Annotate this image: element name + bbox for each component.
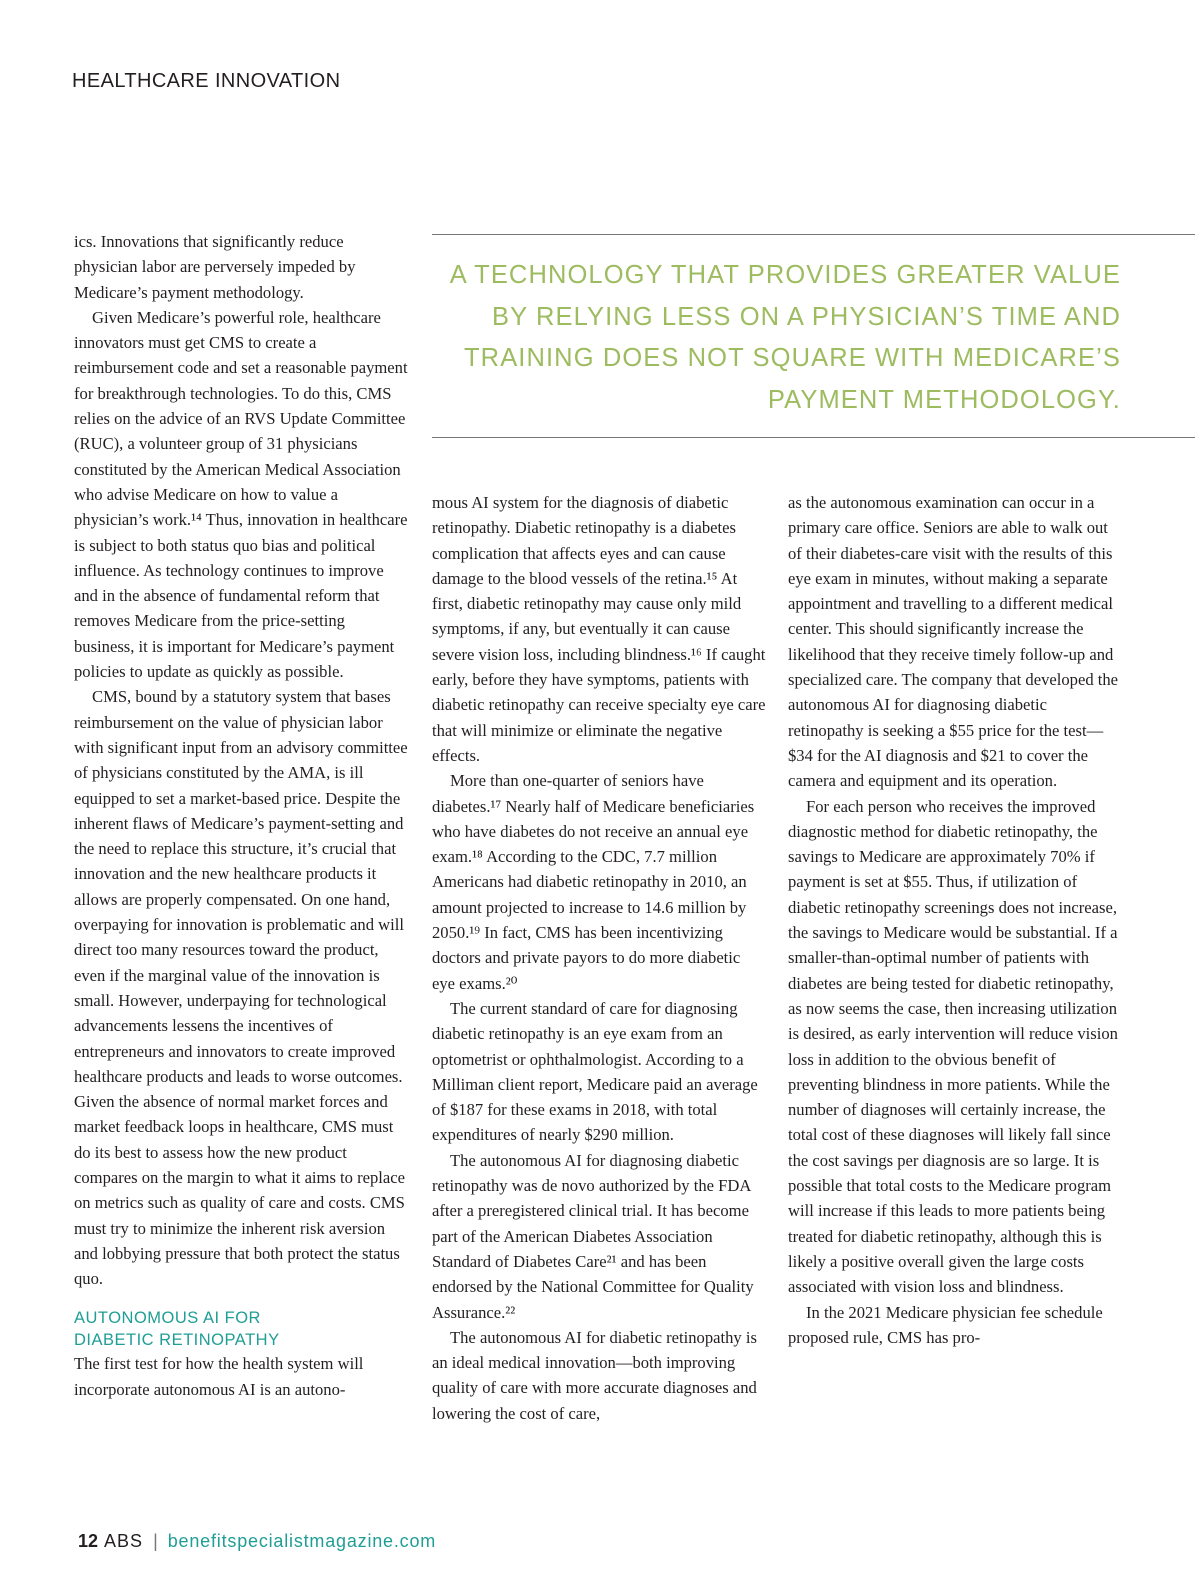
paragraph: Given Medicare’s powerful role, healthcare innovators must get CMS to create a reimbursement code and set a reasonable payment for breakthrough technologies. To do this, CMS relies on the advice of an RVS Update Committee (RUC), a volunteer group of 31 physicians constituted by the American Medical Association who advise Medicare on how to value a physician’s work.¹⁴ Thus, innovation in healthcare is subject to both status quo bias and political influence. As technology continues to improve and in the absence of fundamental reform that removes Medicare from the price-setting business, it is important for Medicare’s payment policies to update as quickly as possible. bbox=[74, 307, 408, 682]
paragraph: mous AI system for the diagnosis of diabetic retinopathy. Diabetic retinopathy is a diabetes complication that affects eyes and can cause damage to the blood vessels of the retina.¹⁵ At first, diabetic retinopathy may cause only mild symptoms, if any, but eventually it can cause severe vision loss, including blindness.¹⁶ If caught early, before they have symptoms, patients with diabetic retinopathy can receive specialty eye care that will minimize or eliminate the negative effects. bbox=[432, 493, 766, 765]
publication-name: ABS bbox=[104, 1531, 144, 1551]
subhead-line: AUTONOMOUS AI FOR bbox=[74, 1309, 261, 1328]
pull-quote-text: A TECHNOLOGY THAT PROVIDES GREATER VALUE BY RELYING LESS ON A PHYSICIAN’S TIME AND TRAINING DOES NOT SQUARE WITH MEDICARE’S PAYMENT METHODOLOGY. bbox=[449, 261, 1121, 414]
paragraph: The first test for how the health system will incorporate autonomous AI is an autono- bbox=[74, 1354, 364, 1399]
paragraph: In the 2021 Medicare physician fee schedule proposed rule, CMS has pro- bbox=[788, 1302, 1103, 1347]
article-column-2 bbox=[432, 490, 766, 1426]
footer-separator: | bbox=[153, 1531, 158, 1551]
page-footer bbox=[78, 1531, 436, 1552]
paragraph: The current standard of care for diagnosing diabetic retinopathy is an eye exam from an optometrist or ophthalmologist. According to a Milliman client report, Medicare paid an average of $187 for these exams in 2018, with total expenditures of nearly $290 million. bbox=[432, 998, 758, 1145]
article-column-3 bbox=[788, 490, 1122, 1350]
paragraph: CMS, bound by a statutory system that bases reimbursement on the value of physician labor with significant input from an advisory committee of physicians constituted by the AMA, is ill equipped to set a market-based price. Despite the inherent flaws of Medicare’s payment-setting and the need to replace this structure, it’s crucial that innovation and the new healthcare products it allows are properly compensated. On one hand, overpaying for innovation is problematic and will direct too many resources toward the product, even if the marginal value of the innovation is small. However, underpaying for technological advancements lessens the incentives of entrepreneurs and innovators to create improved healthcare products and leads to worse outcomes. Given the absence of normal market forces and market feedback loops in healthcare, CMS must do its best to assess how the new product compares on the margin to what it aims to replace on metrics such as quality of care and costs. CMS must try to minimize the inherent risk aversion and lobbying pressure that both protect the status quo. bbox=[74, 687, 408, 1289]
paragraph: The autonomous AI for diabetic retinopathy is an ideal medical innovation—both improving quality of care with more accurate diagnoses and lowering the cost of care, bbox=[432, 1327, 757, 1423]
article-column-1 bbox=[74, 229, 408, 1402]
paragraph: More than one-quarter of seniors have diabetes.¹⁷ Nearly half of Medicare beneficiaries who have diabetes do not receive an annual eye exam.¹⁸ According to the CDC, 7.7 million Americans had diabetic retinopathy in 2010, an amount projected to increase to 14.6 million by 2050.¹⁹ In fact, CMS has been incentivizing doctors and private payors to do more diabetic eye exams.²⁰ bbox=[432, 771, 755, 993]
section-subhead bbox=[74, 1307, 408, 1351]
paragraph: as the autonomous examination can occur in a primary care office. Seniors are able to walk out of their diabetes-care visit with the results of this eye exam in minutes, without making a separate appointment and travelling to a different medical center. This should significantly increase the likelihood that they receive timely follow-up and specialized care. The company that developed the autonomous AI for diagnosing diabetic retinopathy is seeking a $55 price for the test—$34 for the AI diagnosis and $21 to cover the camera and equipment and its operation. bbox=[788, 493, 1119, 791]
paragraph: ics. Innovations that significantly reduce physician labor are perversely impeded by Medicare’s payment methodology. bbox=[74, 232, 356, 302]
pull-quote bbox=[432, 234, 1195, 438]
subhead-line: DIABETIC RETINOPATHY bbox=[74, 1331, 280, 1350]
website-link[interactable]: benefitspecialistmagazine.com bbox=[167, 1531, 437, 1551]
paragraph: The autonomous AI for diagnosing diabetic retinopathy was de novo authorized by the FDA after a preregistered clinical trial. It has become part of the American Diabetes Association Standard of Diabetes Care²¹ and has been endorsed by the National Committee for Quality Assurance.²² bbox=[432, 1150, 754, 1322]
page-number: 12 bbox=[78, 1531, 99, 1551]
paragraph: For each person who receives the improved diagnostic method for diabetic retinopathy, the savings to Medicare are approximately 70% if payment is set at $55. Thus, if utilization of diabetic retinopathy screenings does not increase, the savings to Medicare would be substantial. If a smaller-than-optimal number of patients with diabetes are being tested for diabetic retinopathy, as now seems the case, then increasing utilization is desired, as early intervention will reduce vision loss in addition to the obvious benefit of preventing blindness in more patients. While the number of diagnoses will certainly increase, the total cost of these diagnoses will likely fall since the cost savings per diagnosis are so large. It is possible that total costs to the Medicare program will increase if this leads to more patients being treated for diabetic retinopathy, although this is likely a positive overall given the large costs associated with vision loss and blindness. bbox=[788, 796, 1118, 1297]
section-header: HEALTHCARE INNOVATION bbox=[72, 70, 341, 92]
